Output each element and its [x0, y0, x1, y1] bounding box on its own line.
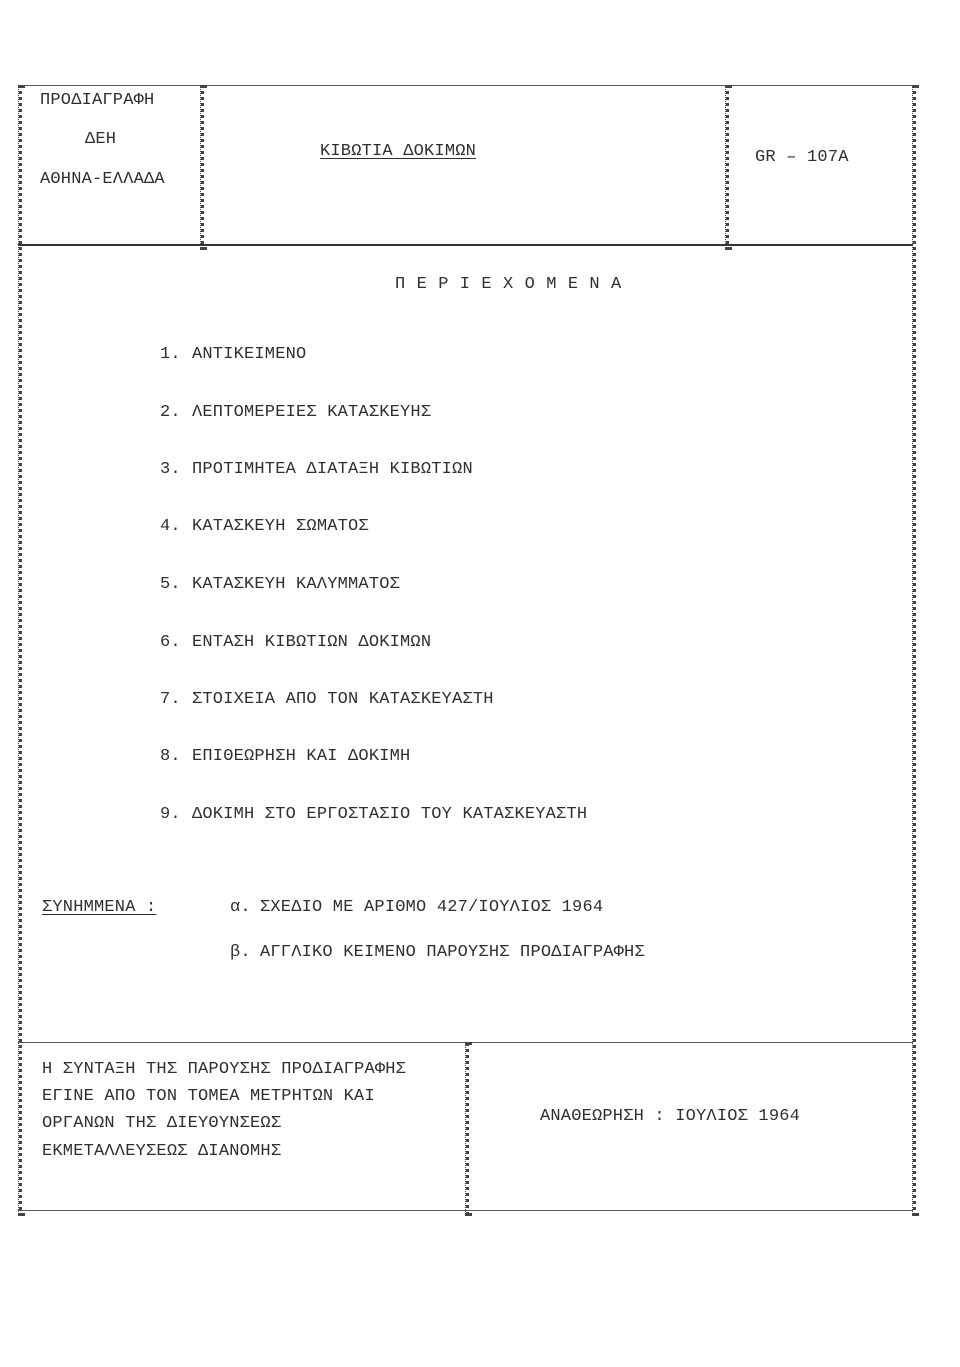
- document-title: ΚΙΒΩΤΙΑ ΔΟΚΙΜΩΝ: [320, 142, 477, 161]
- list-item-label: ΔΟΚΙΜΗ ΣΤΟ ΕΡΓΟΣΤΑΣΙΟ ΤΟΥ ΚΑΤΑΣΚΕΥΑΣΤΗ: [192, 805, 588, 824]
- authorship-line: ΕΓΙΝΕ ΑΠΟ ΤΟΝ ΤΟΜΕΑ ΜΕΤΡΗΤΩΝ ΚΑΙ: [42, 1087, 375, 1106]
- footer-divider: [465, 1042, 469, 1216]
- list-item-number: 7.: [160, 690, 181, 709]
- list-item-label: ΠΡΟΤΙΜΗΤΕΑ ΔΙΑΤΑΞΗ ΚΙΒΩΤΙΩΝ: [192, 460, 473, 479]
- list-item-number: 2.: [160, 403, 181, 422]
- attachment-marker: α.: [230, 898, 251, 917]
- list-item-label: ΛΕΠΤΟΜΕΡΕΙΕΣ ΚΑΤΑΣΚΕΥΗΣ: [192, 403, 432, 422]
- contents-heading: Π Ε Ρ Ι Ε Χ Ο Μ Ε Ν Α: [395, 275, 622, 294]
- list-item-label: ΑΝΤΙΚΕΙΜΕΝΟ: [192, 345, 307, 364]
- list-item-label: ΚΑΤΑΣΚΕΥΗ ΣΩΜΑΤΟΣ: [192, 517, 369, 536]
- list-item-number: 6.: [160, 633, 181, 652]
- list-item-label: ΣΤΟΙΧΕΙΑ ΑΠΟ ΤΟΝ ΚΑΤΑΣΚΕΥΑΣΤΗ: [192, 690, 494, 709]
- list-item-number: 1.: [160, 345, 181, 364]
- list-item-label: ΕΝΤΑΣΗ ΚΙΒΩΤΙΩΝ ΔΟΚΙΜΩΝ: [192, 633, 432, 652]
- list-item-number: 5.: [160, 575, 181, 594]
- frame-left-line: [18, 85, 22, 1216]
- document-code: GR – 107A: [755, 148, 849, 167]
- frame-top-line: [18, 85, 913, 86]
- authorship-line: ΕΚΜΕΤΑΛΛΕΥΣΕΩΣ ΔΙΑΝΟΜΗΣ: [42, 1142, 282, 1161]
- authorship-line: Η ΣΥΝΤΑΞΗ ΤΗΣ ΠΑΡΟΥΣΗΣ ΠΡΟΔΙΑΓΡΑΦΗΣ: [42, 1060, 407, 1079]
- list-item-label: ΚΑΤΑΣΚΕΥΗ ΚΑΛΥΜΜΑΤΟΣ: [192, 575, 401, 594]
- list-item-number: 8.: [160, 747, 181, 766]
- organization-name: ΔΕΗ: [85, 130, 117, 149]
- attachment-text: ΑΓΓΛΙΚΟ ΚΕΙΜΕΝΟ ΠΑΡΟΥΣΗΣ ΠΡΟΔΙΑΓΡΑΦΗΣ: [260, 943, 645, 962]
- spec-label: ΠΡΟΔΙΑΓΡΑΦΗ: [40, 91, 155, 110]
- header-divider-left: [200, 85, 204, 250]
- frame-right-line: [912, 85, 916, 1216]
- attachments-label: ΣΥΝΗΜΜΕΝΑ :: [42, 898, 157, 917]
- list-item-label: ΕΠΙΘΕΩΡΗΣΗ ΚΑΙ ΔΟΚΙΜΗ: [192, 747, 411, 766]
- revision-date: ΑΝΑΘΕΩΡΗΣΗ : ΙΟΥΛΙΟΣ 1964: [540, 1107, 801, 1126]
- header-bottom-line: [18, 244, 913, 246]
- list-item-number: 4.: [160, 517, 181, 536]
- authorship-line: ΟΡΓΑΝΩΝ ΤΗΣ ΔΙΕΥΘΥΝΣΕΩΣ: [42, 1114, 282, 1133]
- list-item-number: 3.: [160, 460, 181, 479]
- list-item-number: 9.: [160, 805, 181, 824]
- attachment-marker: β.: [230, 943, 251, 962]
- location-label: ΑΘΗΝΑ-ΕΛΛΑΔΑ: [40, 170, 165, 189]
- header-divider-right: [725, 85, 729, 250]
- attachment-text: ΣΧΕΔΙΟ ΜΕ ΑΡΙΘΜΟ 427/ΙΟΥΛΙΟΣ 1964: [260, 898, 604, 917]
